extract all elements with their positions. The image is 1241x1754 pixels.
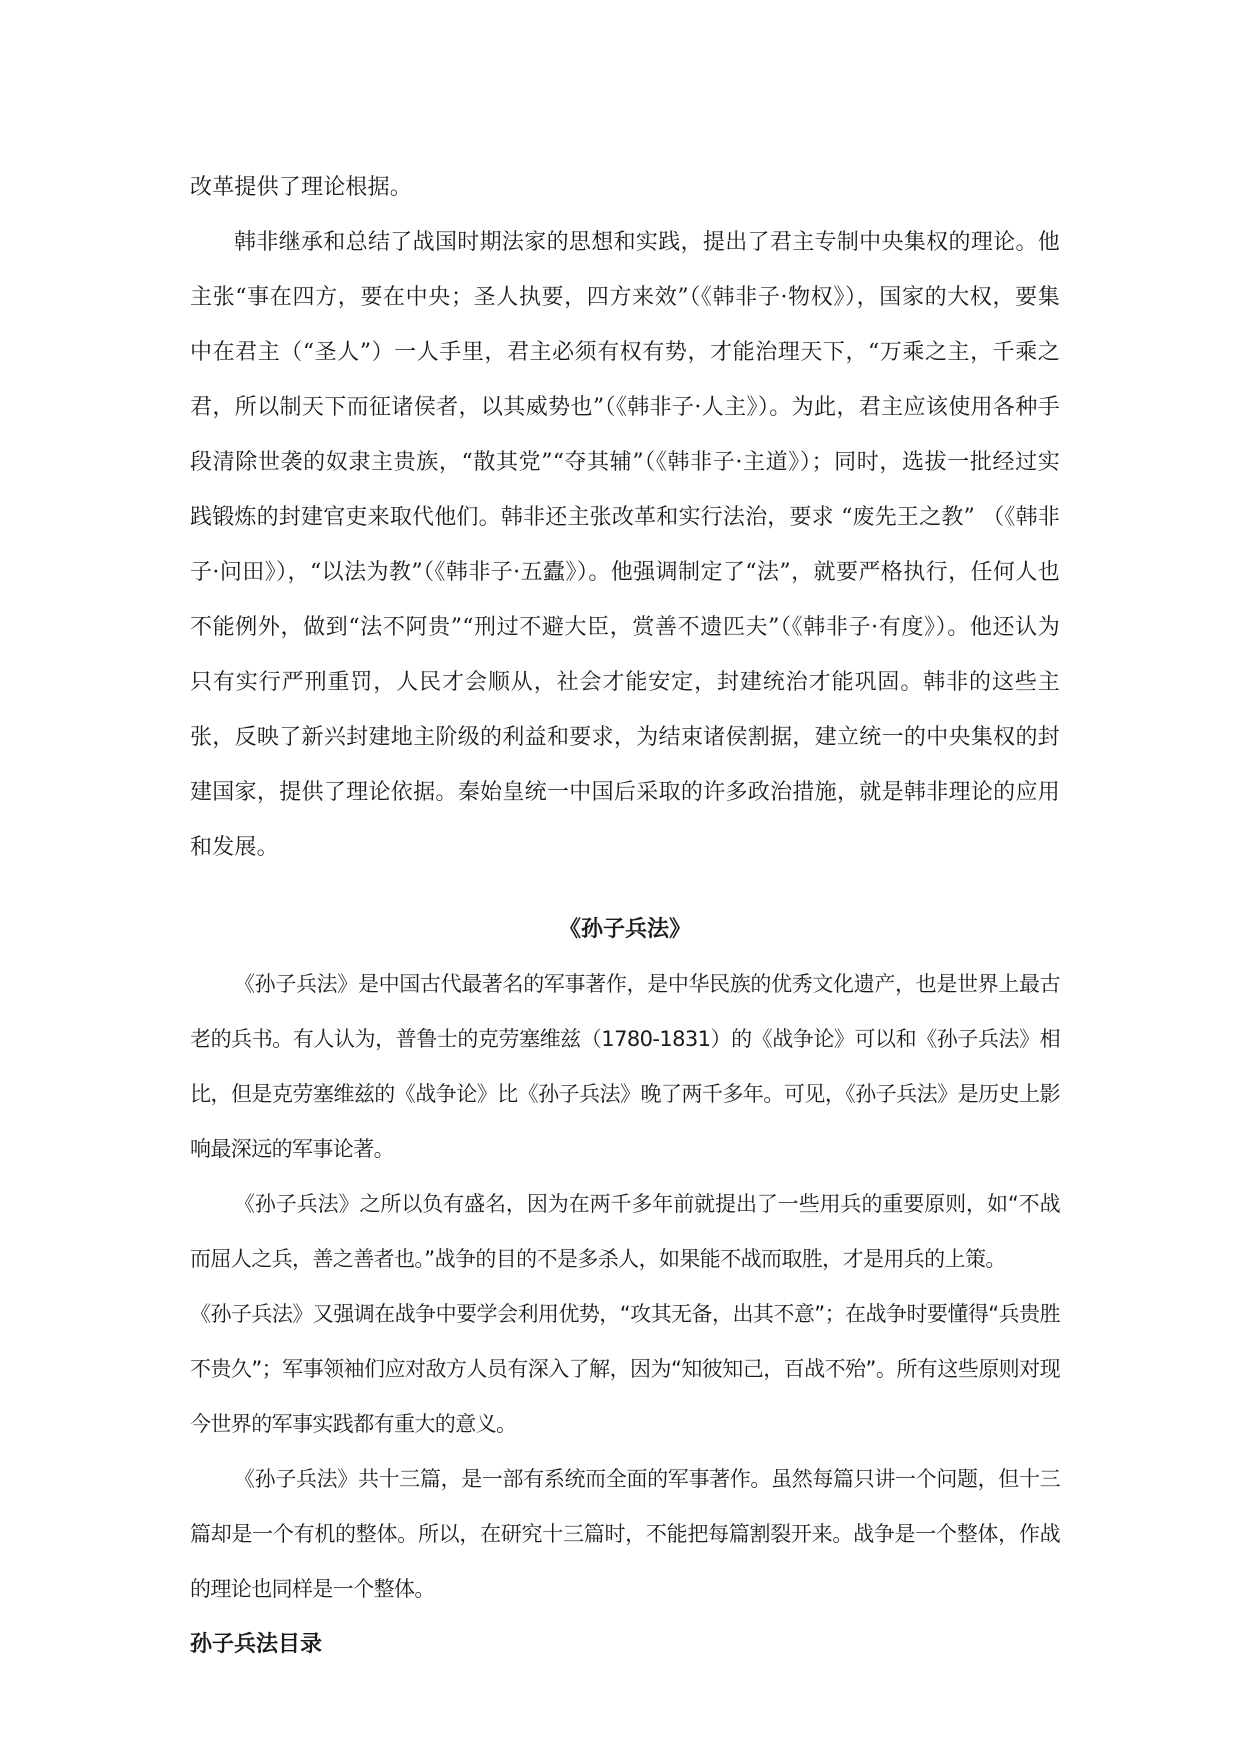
paragraph-sunzi-structure: 《孙子兵法》共十三篇，是一部有系统而全面的军事著作。虽然每篇只讲一个问题，但十三篇却是一个有机的整体。所以，在研究十三篇时，不能把每篇割裂开来。战争是一个整体，作战的理论也同样是一个整体。 [190,1467,1060,1601]
page-content [190,160,1060,1672]
toc-heading: 孙子兵法目录 [190,1632,323,1657]
section-sunzi [190,957,1060,1617]
paragraph-sunzi-principles: 《孙子兵法》又强调在战争中要学会利用优势，“攻其无备，出其不意”；在战争时要懂得“兵贵胜不贵久”；军事领袖们应对敌方人员有深入了解，因为“知彼知己，百战不殆”。所有这些原则对现今世界的军事实践都有重大的意义。 [190,1302,1060,1436]
section-title-sunzi: 《孙子兵法》 [558,917,691,942]
paragraph-hanfei: 韩非继承和总结了战国时期法家的思想和实践，提出了君主专制中央集权的理论。他主张“事在四方，要在中央；圣人执要，四方来效”（《韩非子·物权》），国家的大权，要集中在君主（“圣人”）一人手里，君主必须有权有势，才能治理天下，“万乘之主，千乘之君，所以制天下而征诸侯者，以其威势也”（《韩非子·人主》）。为此，君主应该使用各种手段清除世袭的奴隶主贵族，“散其党”“夺其辅”（《韩非子·主道》）；同时，选拔一批经过实践锻炼的封建官吏来取代他们。韩非还主张改革和实行法治，要求 “废先王之教” （《韩非子·问田》），“以法为教”（《韩非子·五蠹》）。他强调制定了“法”，就要严格执行，任何人也不能例外，做到“法不阿贵”“刑过不避大臣，赏善不遗匹夫”（《韩非子·有度》）。他还认为只有实行严刑重罚，人民才会顺从，社会才能安定，封建统治才能巩固。韩非的这些主张，反映了新兴封建地主阶级的利益和要求，为结束诸侯割据，建立统一的中央集权的封建国家，提供了理论依据。秦始皇统一中国后采取的许多政治措施，就是韩非理论的应用和发展。 [190,230,1060,860]
paragraph-sunzi-intro: 《孙子兵法》是中国古代最著名的军事著作，是中华民族的优秀文化遗产，也是世界上最古老的兵书。有人认为，普鲁士的克劳塞维兹（1780-1831）的《战争论》可以和《孙子兵法》相比，但是克劳塞维兹的《战争论》比《孙子兵法》晚了两千多年。可见，《孙子兵法》是历史上影响最深远的军事论著。 [190,972,1060,1161]
paragraph-sunzi-fame: 《孙子兵法》之所以负有盛名，因为在两千多年前就提出了一些用兵的重要原则，如“不战而屈人之兵，善之善者也。”战争的目的不是多杀人，如果能不战而取胜，才是用兵的上策。 [190,1192,1060,1271]
paragraph-continuation: 改革提供了理论根据。 [190,175,413,200]
